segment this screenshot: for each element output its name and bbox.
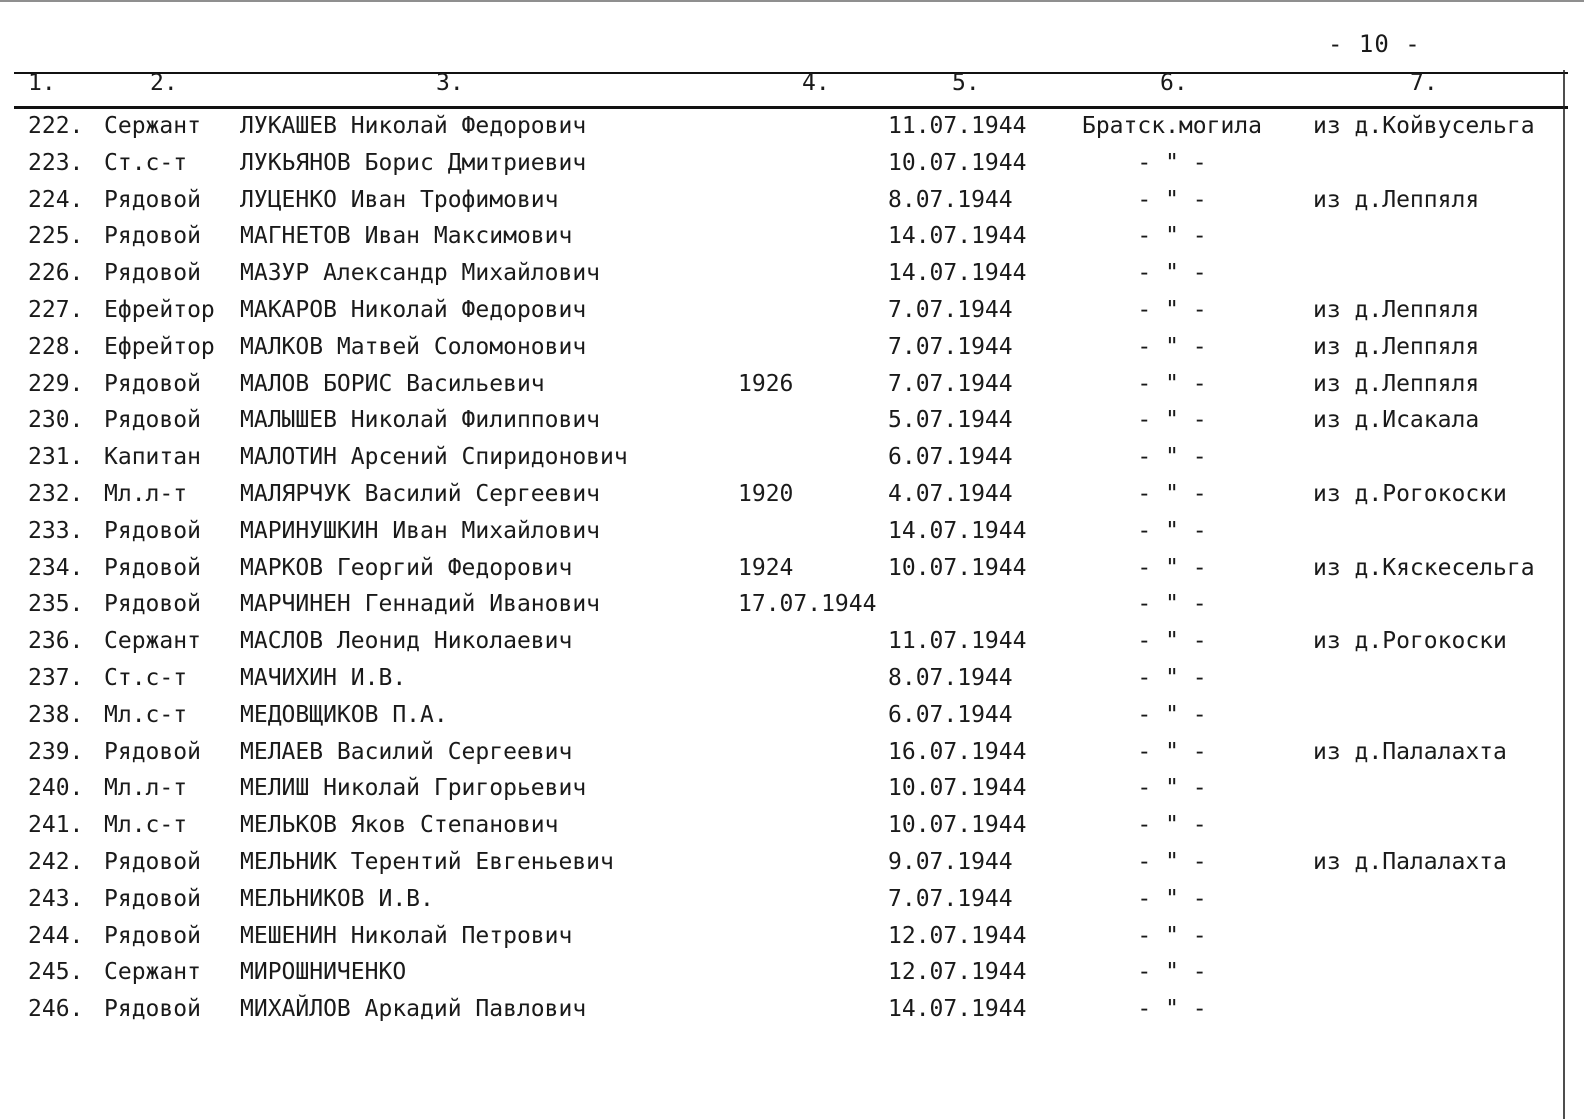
record-burial-place: - " -: [1137, 665, 1207, 691]
record-death-date: 12.07.1944: [888, 959, 1027, 986]
record-death-date: 6.07.1944: [888, 444, 1013, 471]
record-name: МАЧИХИН И.В.: [240, 665, 407, 691]
record-name: МЕДОВЩИКОВ П.А.: [240, 701, 448, 728]
record-rank: Ефрейтор: [104, 297, 215, 323]
record-death-date: 8.07.1944: [888, 665, 1013, 691]
record-rank: Рядовой: [104, 996, 201, 1023]
record-name: МАКАРОВ Николай Федорович: [240, 297, 587, 323]
record-name: МАЛЫШЕВ Николай Филиппович: [240, 407, 601, 434]
table-row: [0, 886, 1584, 922]
record-name: ЛУЦЕНКО Иван Трофимович: [240, 186, 559, 213]
record-name: МАЛОТИН Арсений Спиридонович: [240, 444, 628, 471]
record-rank: Рядовой: [104, 517, 201, 544]
page-number: - 10 -: [1328, 30, 1421, 58]
record-rank: Ст.с-т: [104, 149, 188, 176]
record-name: МАЛЯРЧУК Василий Сергеевич: [240, 481, 601, 507]
table-row: [0, 775, 1584, 811]
record-rank: Рядовой: [104, 370, 201, 397]
record-rank: Сержант: [104, 113, 201, 139]
record-rank: Рядовой: [104, 186, 201, 213]
record-origin: из д.Рогокоски: [1313, 628, 1507, 655]
record-burial-place: Братск.могила: [1081, 113, 1262, 139]
record-name: МИРОШНИЧЕНКО: [240, 959, 407, 986]
record-burial-place: - " -: [1137, 628, 1207, 655]
table-row: [0, 923, 1584, 959]
record-number: 236.: [28, 628, 84, 655]
table-row: [0, 739, 1584, 775]
record-birth-year: 1920: [738, 481, 794, 507]
record-number: 228.: [28, 333, 84, 360]
record-number: 233.: [28, 517, 84, 544]
record-name: МЕЛЬНИКОВ И.В.: [240, 885, 434, 912]
record-burial-place: - " -: [1137, 701, 1207, 728]
record-rank: Рядовой: [104, 922, 201, 949]
record-rank: Сержант: [104, 959, 201, 986]
record-origin: из д.Палалахта: [1313, 738, 1507, 765]
record-name: МАГНЕТОВ Иван Максимович: [240, 223, 573, 250]
record-number: 240.: [28, 775, 84, 802]
table-row: [0, 996, 1584, 1032]
record-rank: Рядовой: [104, 885, 201, 912]
record-name: МАЗУР Александр Михайлович: [240, 260, 601, 287]
record-origin: из д.Койвусельга: [1313, 113, 1535, 139]
record-burial-place: - " -: [1137, 186, 1207, 213]
record-number: 237.: [28, 665, 84, 691]
record-death-date: 10.07.1944: [888, 812, 1027, 839]
record-number: 244.: [28, 922, 84, 949]
record-origin: из д.Леппяля: [1313, 186, 1480, 213]
record-burial-place: - " -: [1137, 517, 1207, 544]
record-rank: Рядовой: [104, 849, 201, 875]
column-header-3: 3.: [436, 70, 464, 96]
column-header-2: 2.: [150, 70, 178, 96]
table-row: [0, 334, 1584, 370]
record-name: МЕШЕНИН Николай Петрович: [240, 922, 573, 949]
record-name: МАРИНУШКИН Иван Михайлович: [240, 517, 601, 544]
record-rank: Мл.л-т: [104, 481, 188, 507]
record-birth-year: 17.07.1944: [738, 591, 877, 618]
table-row: [0, 849, 1584, 885]
record-burial-place: - " -: [1137, 738, 1207, 765]
table-row: [0, 297, 1584, 333]
record-rank: Мл.л-т: [104, 775, 188, 802]
record-origin: из д.Леппяля: [1313, 297, 1480, 323]
page-top-edge: [0, 0, 1584, 2]
table-row: [0, 628, 1584, 664]
record-burial-place: - " -: [1137, 812, 1207, 839]
record-number: 239.: [28, 738, 84, 765]
record-number: 238.: [28, 701, 84, 728]
record-name: МИХАЙЛОВ Аркадий Павлович: [240, 996, 587, 1023]
record-burial-place: - " -: [1137, 333, 1207, 360]
record-number: 226.: [28, 260, 84, 287]
record-rank: Сержант: [104, 628, 201, 655]
record-death-date: 14.07.1944: [888, 260, 1027, 287]
record-rank: Рядовой: [104, 407, 201, 434]
record-number: 225.: [28, 223, 84, 250]
table-row: [0, 518, 1584, 554]
table-row: [0, 150, 1584, 186]
record-burial-place: - " -: [1137, 591, 1207, 618]
record-origin: из д.Леппяля: [1313, 333, 1480, 360]
record-burial-place: - " -: [1137, 885, 1207, 912]
record-number: 234.: [28, 554, 84, 581]
record-burial-place: - " -: [1137, 260, 1207, 287]
record-number: 232.: [28, 481, 84, 507]
record-death-date: 16.07.1944: [888, 738, 1027, 765]
record-name: ЛУКЬЯНОВ Борис Дмитриевич: [240, 149, 587, 176]
record-name: МЕЛАЕВ Василий Сергеевич: [240, 738, 573, 765]
record-origin: из д.Леппяля: [1313, 370, 1480, 397]
record-rank: Мл.с-т: [104, 701, 188, 728]
record-name: МАРКОВ Георгий Федорович: [240, 554, 573, 581]
record-death-date: 4.07.1944: [888, 481, 1013, 507]
record-death-date: 9.07.1944: [888, 849, 1013, 875]
record-death-date: 10.07.1944: [888, 775, 1027, 802]
record-burial-place: - " -: [1137, 370, 1207, 397]
record-death-date: 5.07.1944: [888, 407, 1013, 434]
record-burial-place: - " -: [1137, 922, 1207, 949]
record-birth-year: 1926: [738, 370, 794, 397]
record-name: МЕЛЬНИК Терентий Евгеньевич: [240, 849, 614, 875]
record-burial-place: - " -: [1137, 554, 1207, 581]
record-number: 246.: [28, 996, 84, 1023]
header-rule-top: [14, 72, 1568, 74]
record-rank: Ст.с-т: [104, 665, 188, 691]
record-birth-year: 1924: [738, 554, 794, 581]
table-row: [0, 371, 1584, 407]
record-name: МЕЛЬКОВ Яков Степанович: [240, 812, 559, 839]
table-row: [0, 812, 1584, 848]
record-rank: Рядовой: [104, 591, 201, 618]
table-row: [0, 113, 1584, 149]
record-burial-place: - " -: [1137, 959, 1207, 986]
table-row: [0, 407, 1584, 443]
record-death-date: 8.07.1944: [888, 186, 1013, 213]
record-death-date: 7.07.1944: [888, 885, 1013, 912]
record-name: МАРЧИНЕН Геннадий Иванович: [240, 591, 601, 618]
record-origin: из д.Рогокоски: [1313, 481, 1507, 507]
record-death-date: 14.07.1944: [888, 517, 1027, 544]
column-header-7: 7.: [1410, 70, 1438, 96]
record-number: 235.: [28, 591, 84, 618]
record-rank: Капитан: [104, 444, 201, 471]
record-death-date: 10.07.1944: [888, 554, 1027, 581]
record-number: 231.: [28, 444, 84, 471]
record-rank: Рядовой: [104, 260, 201, 287]
record-number: 230.: [28, 407, 84, 434]
record-rank: Рядовой: [104, 738, 201, 765]
record-name: МАСЛОВ Леонид Николаевич: [240, 628, 573, 655]
table-row: [0, 223, 1584, 259]
page-right-edge: [1563, 70, 1565, 1119]
record-origin: из д.Палалахта: [1313, 849, 1507, 875]
record-rank: Ефрейтор: [104, 333, 215, 360]
table-row: [0, 591, 1584, 627]
record-rank: Мл.с-т: [104, 812, 188, 839]
record-burial-place: - " -: [1137, 149, 1207, 176]
table-row: [0, 555, 1584, 591]
record-death-date: 11.07.1944: [888, 628, 1027, 655]
record-death-date: 10.07.1944: [888, 149, 1027, 176]
record-number: 227.: [28, 297, 84, 323]
table-row: [0, 959, 1584, 995]
record-name: ЛУКАШЕВ Николай Федорович: [240, 113, 587, 139]
record-number: 245.: [28, 959, 84, 986]
record-number: 242.: [28, 849, 84, 875]
record-name: МАЛКОВ Матвей Соломонович: [240, 333, 587, 360]
column-header-4: 4.: [802, 70, 830, 96]
record-rank: Рядовой: [104, 223, 201, 250]
record-death-date: 7.07.1944: [888, 297, 1013, 323]
record-burial-place: - " -: [1137, 775, 1207, 802]
table-row: [0, 665, 1584, 701]
table-row: [0, 702, 1584, 738]
table-row: [0, 260, 1584, 296]
record-burial-place: - " -: [1137, 481, 1207, 507]
table-row: [0, 481, 1584, 517]
record-number: 222.: [28, 113, 84, 139]
record-death-date: 11.07.1944: [888, 113, 1027, 139]
column-header-6: 6.: [1160, 70, 1188, 96]
record-death-date: 7.07.1944: [888, 333, 1013, 360]
record-burial-place: - " -: [1137, 849, 1207, 875]
column-header-1: 1.: [28, 70, 56, 96]
record-origin: из д.Исакала: [1313, 407, 1480, 434]
record-origin: из д.Кяскесельга: [1313, 554, 1535, 581]
record-number: 243.: [28, 885, 84, 912]
record-death-date: 14.07.1944: [888, 223, 1027, 250]
column-header-5: 5.: [952, 70, 980, 96]
record-number: 223.: [28, 149, 84, 176]
record-burial-place: - " -: [1137, 444, 1207, 471]
record-burial-place: - " -: [1137, 407, 1207, 434]
table-row: [0, 444, 1584, 480]
record-burial-place: - " -: [1137, 223, 1207, 250]
record-burial-place: - " -: [1137, 996, 1207, 1023]
record-name: МЕЛИШ Николай Григорьевич: [240, 775, 587, 802]
record-burial-place: - " -: [1137, 297, 1207, 323]
record-death-date: 7.07.1944: [888, 370, 1013, 397]
record-death-date: 12.07.1944: [888, 922, 1027, 949]
record-name: МАЛОВ БОРИС Васильевич: [240, 370, 545, 397]
header-rule-bottom: [14, 106, 1568, 109]
record-rank: Рядовой: [104, 554, 201, 581]
record-death-date: 6.07.1944: [888, 701, 1013, 728]
record-number: 229.: [28, 370, 84, 397]
record-death-date: 14.07.1944: [888, 996, 1027, 1023]
table-row: [0, 187, 1584, 223]
record-number: 224.: [28, 186, 84, 213]
record-number: 241.: [28, 812, 84, 839]
